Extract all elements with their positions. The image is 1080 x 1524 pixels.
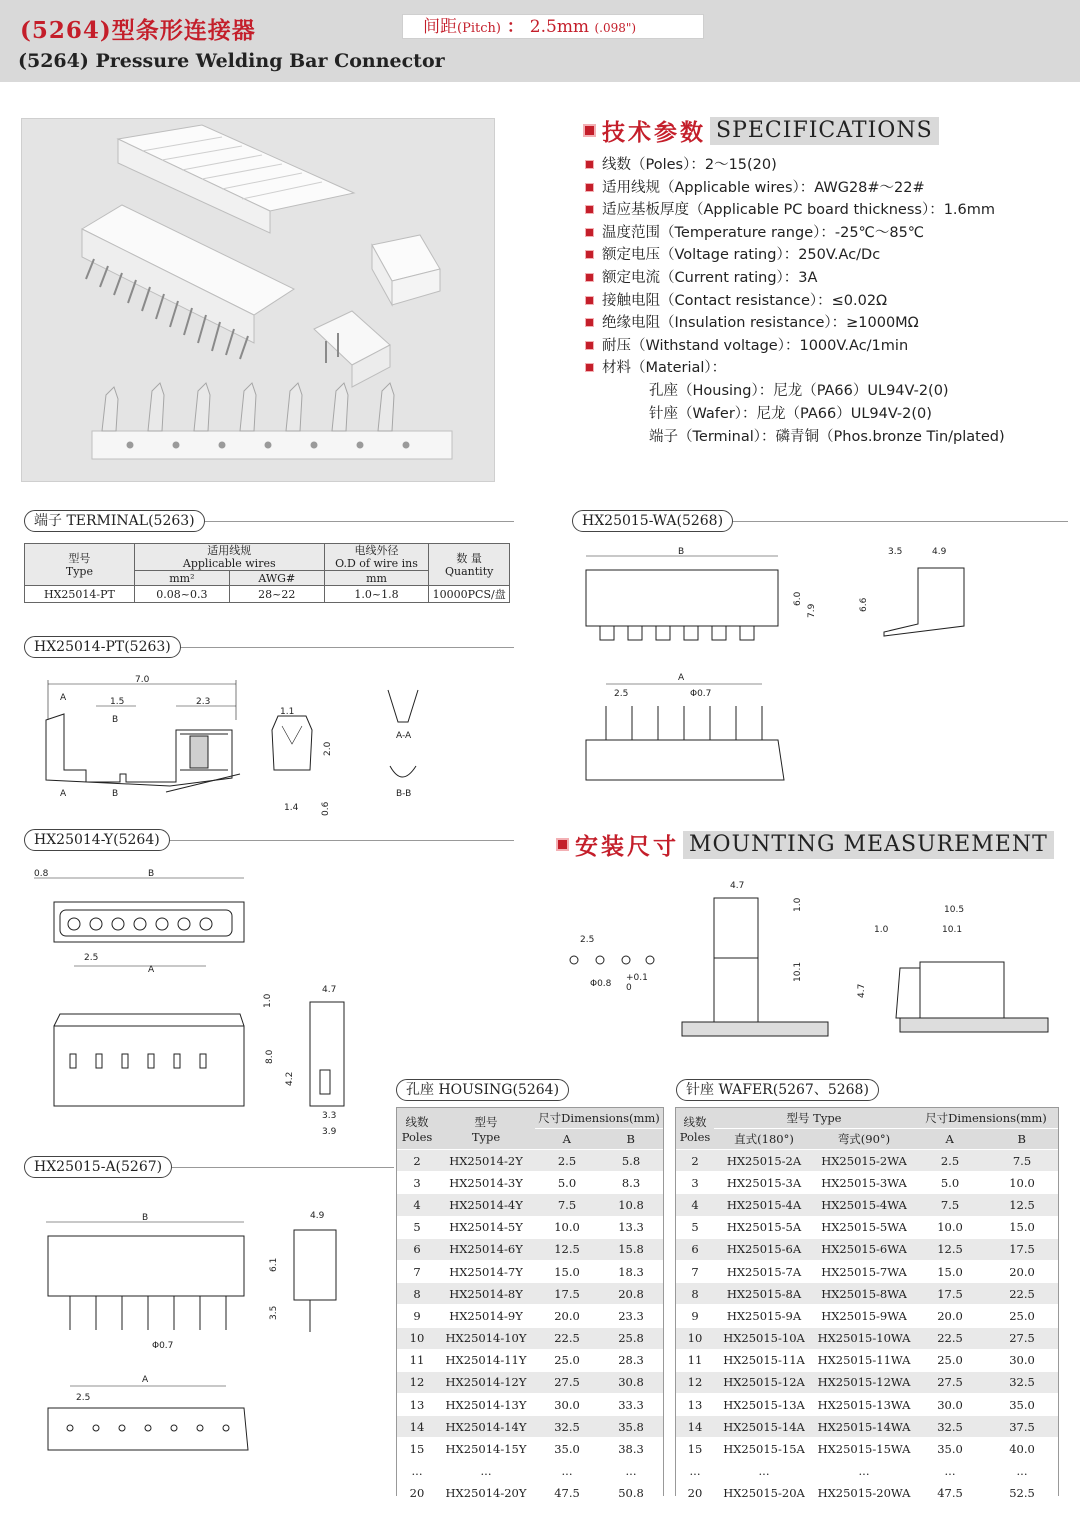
table-row xyxy=(397,1172,663,1194)
bullet-icon xyxy=(585,228,594,237)
table-cell: HX25015-20A xyxy=(714,1482,814,1504)
table-cell: 15 xyxy=(397,1438,437,1460)
spec-item: 温度范围（Temperature range）：-25℃～85℃ xyxy=(585,222,1075,245)
table-cell: 13 xyxy=(676,1394,714,1416)
table-cell: HX25014-6Y xyxy=(437,1238,535,1260)
table-cell: 3 xyxy=(397,1172,437,1194)
wafer-straight-drawing xyxy=(30,1200,380,1480)
terminal-drawing xyxy=(30,670,450,830)
housing-label: 孔座 HOUSING(5264) xyxy=(396,1079,569,1101)
spec-item: 额定电流（Current rating）：3A xyxy=(585,267,1075,290)
table-cell: 18.3 xyxy=(599,1260,663,1282)
table-cell: 10 xyxy=(397,1327,437,1349)
table-row xyxy=(397,1327,663,1349)
wafer-label: 针座 WAFER(5267、5268) xyxy=(676,1079,879,1101)
table-row xyxy=(676,1238,1058,1260)
table-cell: HX25015-3A xyxy=(714,1172,814,1194)
svg-text:A-A: A-A xyxy=(396,731,412,741)
table-cell: 30.0 xyxy=(535,1394,599,1416)
table-cell: 52.5 xyxy=(986,1482,1058,1504)
table-cell: 50.8 xyxy=(599,1482,663,1504)
table-row xyxy=(397,1260,663,1282)
table-cell: 12 xyxy=(397,1371,437,1393)
table-row xyxy=(676,1216,1058,1238)
table-cell: 35.0 xyxy=(986,1394,1058,1416)
svg-text:+0.1: +0.1 xyxy=(626,973,648,983)
table-row xyxy=(397,1194,663,1216)
wafer-table-body xyxy=(676,1150,1058,1505)
table-cell: 47.5 xyxy=(535,1482,599,1504)
table-cell: HX25014-10Y xyxy=(437,1327,535,1349)
table-cell: 32.5 xyxy=(986,1371,1058,1393)
table-cell: 20 xyxy=(676,1482,714,1504)
table-cell: ... xyxy=(814,1460,914,1482)
specifications-title-cn: 技术参数 xyxy=(602,120,706,146)
table-cell: 5.0 xyxy=(914,1172,986,1194)
svg-text:2.5: 2.5 xyxy=(580,935,595,945)
svg-text:1.0: 1.0 xyxy=(263,993,273,1008)
svg-text:8.0: 8.0 xyxy=(265,1049,275,1064)
table-cell: 4 xyxy=(397,1194,437,1216)
pitch-box: 间距(Pitch) ： 2.5mm (.098") xyxy=(402,14,704,39)
table-cell: 14 xyxy=(676,1416,714,1438)
table-cell: 27.5 xyxy=(535,1371,599,1393)
table-row xyxy=(676,1283,1058,1305)
table-cell: HX25015-9A xyxy=(714,1305,814,1327)
svg-text:B: B xyxy=(142,1213,149,1223)
table-cell: 40.0 xyxy=(986,1438,1058,1460)
table-cell: ... xyxy=(535,1460,599,1482)
svg-text:B: B xyxy=(148,869,155,879)
table-cell: 25.0 xyxy=(535,1349,599,1371)
table-cell: 5.8 xyxy=(599,1150,663,1172)
table-cell: 4 xyxy=(676,1194,714,1216)
table-cell: 7 xyxy=(397,1260,437,1282)
table-cell: HX25015-14WA xyxy=(814,1416,914,1438)
table-row xyxy=(397,1416,663,1438)
table-cell: 5.0 xyxy=(535,1172,599,1194)
svg-text:1.0: 1.0 xyxy=(793,897,803,912)
bullet-icon xyxy=(585,160,594,169)
mounting-drawing xyxy=(560,872,1060,1062)
svg-text:7.0: 7.0 xyxy=(135,675,150,685)
table-cell: 9 xyxy=(397,1305,437,1327)
table-cell: 10 xyxy=(676,1327,714,1349)
table-cell: 20.0 xyxy=(535,1305,599,1327)
table-cell: HX25015-2A xyxy=(714,1150,814,1172)
table-cell: 28.3 xyxy=(599,1349,663,1371)
table-row xyxy=(676,1327,1058,1349)
specifications-list xyxy=(585,154,1075,449)
spec-item: 绝缘电阻（Insulation resistance）：≥1000MΩ xyxy=(585,312,1075,335)
table-cell: 11 xyxy=(397,1349,437,1371)
svg-text:4.7: 4.7 xyxy=(322,985,337,995)
table-cell: 23.3 xyxy=(599,1305,663,1327)
table-row xyxy=(397,1238,663,1260)
table-cell: 32.5 xyxy=(914,1416,986,1438)
table-cell: HX25015-8A xyxy=(714,1283,814,1305)
svg-text:6.0: 6.0 xyxy=(793,591,803,606)
svg-text:Φ0.7: Φ0.7 xyxy=(152,1341,174,1351)
housing-table-frame xyxy=(396,1107,664,1501)
svg-text:3.3: 3.3 xyxy=(322,1111,337,1121)
table-cell: 25.0 xyxy=(914,1349,986,1371)
table-cell: 14 xyxy=(397,1416,437,1438)
table-cell: HX25014-5Y xyxy=(437,1216,535,1238)
table-cell: HX25015-5A xyxy=(714,1216,814,1238)
bullet-icon xyxy=(585,250,594,259)
svg-text:A: A xyxy=(148,965,155,975)
table-cell: HX25015-12A xyxy=(714,1371,814,1393)
svg-text:3.5: 3.5 xyxy=(888,547,903,557)
table-cell: 15.0 xyxy=(986,1216,1058,1238)
table-cell: 15.8 xyxy=(599,1238,663,1260)
svg-text:A: A xyxy=(60,789,67,799)
terminal-label: 端子 TERMINAL(5263) xyxy=(24,510,205,532)
svg-text:0: 0 xyxy=(626,983,632,993)
product-photo xyxy=(21,118,495,482)
table-cell: 8 xyxy=(676,1283,714,1305)
svg-text:2.5: 2.5 xyxy=(614,689,629,699)
specifications-heading xyxy=(583,114,939,144)
table-cell: 17.5 xyxy=(986,1238,1058,1260)
table-cell: 38.3 xyxy=(599,1438,663,1460)
material-item: 针座（Wafer）：尼龙（PA66）UL94V-2(0) xyxy=(649,405,932,422)
svg-text:Φ0.7: Φ0.7 xyxy=(690,689,712,699)
table-row xyxy=(397,1438,663,1460)
table-cell: 10.8 xyxy=(599,1194,663,1216)
bullet-icon xyxy=(585,205,594,214)
table-cell: 20.8 xyxy=(599,1283,663,1305)
table-row xyxy=(397,1460,663,1482)
mounting-title-en: MOUNTING MEASUREMENT xyxy=(683,831,1054,859)
table-cell: 13.3 xyxy=(599,1216,663,1238)
table-cell: HX25014-11Y xyxy=(437,1349,535,1371)
table-cell: ... xyxy=(397,1460,437,1482)
a-label: HX25015-A(5267) xyxy=(24,1156,172,1178)
housing-drawing xyxy=(30,862,400,1142)
pt-label: HX25014-PT(5263) xyxy=(24,636,181,658)
table-row xyxy=(397,1305,663,1327)
table-cell: 2 xyxy=(397,1150,437,1172)
table-cell: HX25014-3Y xyxy=(437,1172,535,1194)
svg-text:A: A xyxy=(60,693,67,703)
table-row xyxy=(397,1371,663,1393)
square-bullet-icon xyxy=(583,124,596,137)
spec-item: 线数（Poles）：2～15(20) xyxy=(585,154,1075,177)
wafer-table: 线数 Poles 型号 Type 尺寸Dimensions(mm) 直式(180°) 弯式(90°) A B xyxy=(676,1108,1058,1150)
page-title-en: (5264) Pressure Welding Bar Connector xyxy=(18,50,445,72)
table-cell: HX25014-14Y xyxy=(437,1416,535,1438)
table-cell: HX25015-20WA xyxy=(814,1482,914,1504)
table-cell: 32.5 xyxy=(535,1416,599,1438)
spec-item: 材料（Material）： xyxy=(585,357,1075,380)
table-cell: HX25015-4WA xyxy=(814,1194,914,1216)
svg-text:B: B xyxy=(112,715,119,725)
table-cell: 22.5 xyxy=(986,1283,1058,1305)
table-cell: 9 xyxy=(676,1305,714,1327)
table-cell: HX25015-14A xyxy=(714,1416,814,1438)
table-row xyxy=(676,1371,1058,1393)
table-cell: 8 xyxy=(397,1283,437,1305)
table-row xyxy=(397,1216,663,1238)
table-row xyxy=(397,1394,663,1416)
table-cell: HX25014-13Y xyxy=(437,1394,535,1416)
spec-item: 耐压（Withstand voltage）：1000V.Ac/1min xyxy=(585,335,1075,358)
bullet-icon xyxy=(585,318,594,327)
table-cell: 33.3 xyxy=(599,1394,663,1416)
pitch-label-en: (Pitch) xyxy=(457,21,501,36)
terminal-table: 型号 Type 适用线规 Applicable wires 电线外径 O.D of wire ins 数 量 Quantity mm² AWG# mm HX25014-PT 0.08~0.3 28~22 1.0~1.8 10000PCS/盘 xyxy=(24,543,510,603)
bullet-icon xyxy=(585,273,594,282)
table-cell: HX25015-11WA xyxy=(814,1349,914,1371)
table-cell: 2.5 xyxy=(535,1150,599,1172)
table-cell: 25.8 xyxy=(599,1327,663,1349)
table-cell: HX25014-15Y xyxy=(437,1438,535,1460)
specifications-title-en: SPECIFICATIONS xyxy=(710,117,939,145)
bullet-icon xyxy=(585,341,594,350)
svg-text:4.7: 4.7 xyxy=(857,983,867,998)
svg-text:1.0: 1.0 xyxy=(874,925,889,935)
table-row xyxy=(397,1482,663,1504)
pitch-inch: (.098") xyxy=(594,21,637,35)
table-cell: ... xyxy=(986,1460,1058,1482)
table-cell: 6 xyxy=(397,1238,437,1260)
svg-text:0.8: 0.8 xyxy=(34,869,49,879)
svg-text:2.0: 2.0 xyxy=(323,741,333,756)
table-cell: 7 xyxy=(676,1260,714,1282)
product-photo-illustration xyxy=(22,119,494,481)
table-cell: HX25015-10A xyxy=(714,1327,814,1349)
table-cell: 22.5 xyxy=(914,1327,986,1349)
svg-text:4.9: 4.9 xyxy=(932,547,947,557)
table-row xyxy=(676,1438,1058,1460)
table-cell: HX25015-6A xyxy=(714,1238,814,1260)
svg-text:1.4: 1.4 xyxy=(284,803,299,813)
svg-text:A: A xyxy=(678,673,685,683)
svg-text:4.2: 4.2 xyxy=(285,1071,295,1086)
table-cell: HX25015-3WA xyxy=(814,1172,914,1194)
table-cell: 2.5 xyxy=(914,1150,986,1172)
table-row xyxy=(676,1172,1058,1194)
table-cell: 15.0 xyxy=(914,1260,986,1282)
bullet-icon xyxy=(585,296,594,305)
svg-text:A: A xyxy=(142,1375,149,1385)
table-cell: HX25015-10WA xyxy=(814,1327,914,1349)
table-cell: 17.5 xyxy=(535,1283,599,1305)
table-cell: HX25015-15WA xyxy=(814,1438,914,1460)
table-cell: 30.0 xyxy=(914,1394,986,1416)
table-cell: HX25014-8Y xyxy=(437,1283,535,1305)
table-cell: 5 xyxy=(676,1216,714,1238)
wafer-angle-drawing xyxy=(578,540,978,800)
table-cell: HX25015-5WA xyxy=(814,1216,914,1238)
y-label: HX25014-Y(5264) xyxy=(24,829,170,851)
table-row xyxy=(676,1460,1058,1482)
table-cell: 22.5 xyxy=(535,1327,599,1349)
table-cell: 20 xyxy=(397,1482,437,1504)
table-cell: ... xyxy=(676,1460,714,1482)
table-cell: ... xyxy=(714,1460,814,1482)
table-cell: HX25015-7WA xyxy=(814,1260,914,1282)
table-cell: HX25014-2Y xyxy=(437,1150,535,1172)
table-cell: 10.0 xyxy=(986,1172,1058,1194)
table-cell: 12 xyxy=(676,1371,714,1393)
table-cell: 37.5 xyxy=(986,1416,1058,1438)
table-cell: 15 xyxy=(676,1438,714,1460)
svg-text:10.1: 10.1 xyxy=(942,925,963,935)
table-cell: 7.5 xyxy=(914,1194,986,1216)
svg-text:10.5: 10.5 xyxy=(944,905,965,915)
table-row xyxy=(397,1150,663,1172)
svg-text:1.1: 1.1 xyxy=(280,707,295,717)
table-cell: 17.5 xyxy=(914,1283,986,1305)
housing-table: 线数 Poles 型号 Type 尺寸Dimensions(mm) A B xyxy=(397,1108,663,1150)
svg-text:2.5: 2.5 xyxy=(76,1393,91,1403)
table-cell: HX25015-11A xyxy=(714,1349,814,1371)
table-cell: HX25014-4Y xyxy=(437,1194,535,1216)
table-cell: 20.0 xyxy=(986,1260,1058,1282)
table-cell: HX25014-9Y xyxy=(437,1305,535,1327)
spec-item: 接触电阻（Contact resistance）：≤0.02Ω xyxy=(585,290,1075,313)
svg-text:4.9: 4.9 xyxy=(310,1211,325,1221)
svg-text:2.3: 2.3 xyxy=(196,697,211,707)
wa-label: HX25015-WA(5268) xyxy=(572,510,733,532)
table-cell: 13 xyxy=(397,1394,437,1416)
mounting-heading xyxy=(556,828,1054,861)
svg-text:0.6: 0.6 xyxy=(321,801,331,816)
svg-text:3.5: 3.5 xyxy=(269,1305,279,1320)
table-cell: HX25015-13A xyxy=(714,1394,814,1416)
table-cell: 20.0 xyxy=(914,1305,986,1327)
table-row xyxy=(676,1150,1058,1172)
table-cell: 47.5 xyxy=(914,1482,986,1504)
table-cell: 8.3 xyxy=(599,1172,663,1194)
table-row xyxy=(676,1349,1058,1371)
table-cell: 27.5 xyxy=(914,1371,986,1393)
table-cell: HX25014-12Y xyxy=(437,1371,535,1393)
table-cell: HX25015-7A xyxy=(714,1260,814,1282)
table-cell: HX25015-4A xyxy=(714,1194,814,1216)
svg-text:6.6: 6.6 xyxy=(859,597,869,612)
table-cell: 35.8 xyxy=(599,1416,663,1438)
table-cell: HX25015-8WA xyxy=(814,1283,914,1305)
table-cell: 3 xyxy=(676,1172,714,1194)
table-cell: 27.5 xyxy=(986,1327,1058,1349)
table-cell: 10.0 xyxy=(535,1216,599,1238)
table-cell: HX25015-12WA xyxy=(814,1371,914,1393)
svg-text:4.7: 4.7 xyxy=(730,881,745,891)
svg-text:6.1: 6.1 xyxy=(269,1257,279,1272)
table-row xyxy=(676,1260,1058,1282)
table-cell: 11 xyxy=(676,1349,714,1371)
material-item: 端子（Terminal）：磷青铜（Phos.bronze Tin/plated) xyxy=(649,428,1005,445)
table-row xyxy=(676,1194,1058,1216)
bullet-icon xyxy=(585,363,594,372)
table-cell: HX25014-20Y xyxy=(437,1482,535,1504)
table-cell: HX25014-7Y xyxy=(437,1260,535,1282)
svg-text:Φ0.8: Φ0.8 xyxy=(590,979,612,989)
svg-text:2.5: 2.5 xyxy=(84,953,99,963)
housing-table-body xyxy=(397,1150,663,1505)
svg-text:B: B xyxy=(112,789,119,799)
table-cell: 30.0 xyxy=(986,1349,1058,1371)
table-row xyxy=(676,1482,1058,1504)
bullet-icon xyxy=(585,183,594,192)
table-cell: 12.5 xyxy=(535,1238,599,1260)
table-cell: 2 xyxy=(676,1150,714,1172)
svg-text:7.9: 7.9 xyxy=(807,603,817,618)
table-cell: 15.0 xyxy=(535,1260,599,1282)
svg-text:B: B xyxy=(678,547,685,557)
material-item: 孔座（Housing）：尼龙（PA66）UL94V-2(0) xyxy=(649,382,949,399)
table-cell: ... xyxy=(599,1460,663,1482)
table-cell: 30.8 xyxy=(599,1371,663,1393)
table-row xyxy=(676,1305,1058,1327)
table-cell: 10.0 xyxy=(914,1216,986,1238)
spec-item: 适应基板厚度（Applicable PC board thickness）：1.6mm xyxy=(585,199,1075,222)
svg-text:3.9: 3.9 xyxy=(322,1127,337,1137)
table-row xyxy=(397,1283,663,1305)
table-row xyxy=(397,1349,663,1371)
table-cell: 12.5 xyxy=(986,1194,1058,1216)
spec-item: 额定电压（Voltage rating）：250V.Ac/Dc xyxy=(585,244,1075,267)
table-cell: HX25015-15A xyxy=(714,1438,814,1460)
page-title-cn: (5264)型条形连接器 xyxy=(20,17,256,44)
table-cell: HX25015-2WA xyxy=(814,1150,914,1172)
table-cell: 7.5 xyxy=(535,1194,599,1216)
pitch-value: 2.5mm xyxy=(529,17,590,37)
table-cell: ... xyxy=(914,1460,986,1482)
svg-text:B-B: B-B xyxy=(396,789,412,799)
table-cell: HX25015-9WA xyxy=(814,1305,914,1327)
table-cell: 6 xyxy=(676,1238,714,1260)
table-cell: 5 xyxy=(397,1216,437,1238)
svg-text:10.1: 10.1 xyxy=(793,961,803,982)
spec-item: 适用线规（Applicable wires）：AWG28#～22# xyxy=(585,177,1075,200)
table-cell: 7.5 xyxy=(986,1150,1058,1172)
svg-text:1.5: 1.5 xyxy=(110,697,125,707)
table-row xyxy=(676,1394,1058,1416)
table-cell: 25.0 xyxy=(986,1305,1058,1327)
mounting-title-cn: 安装尺寸 xyxy=(575,834,679,860)
wafer-table-frame xyxy=(675,1107,1059,1501)
pitch-label-cn: 间距 xyxy=(423,17,457,37)
table-row xyxy=(676,1416,1058,1438)
table-cell: HX25015-13WA xyxy=(814,1394,914,1416)
square-bullet-icon xyxy=(556,838,569,851)
table-cell: 12.5 xyxy=(914,1238,986,1260)
table-cell: 35.0 xyxy=(914,1438,986,1460)
table-cell: ... xyxy=(437,1460,535,1482)
table-cell: 35.0 xyxy=(535,1438,599,1460)
table-cell: HX25015-6WA xyxy=(814,1238,914,1260)
